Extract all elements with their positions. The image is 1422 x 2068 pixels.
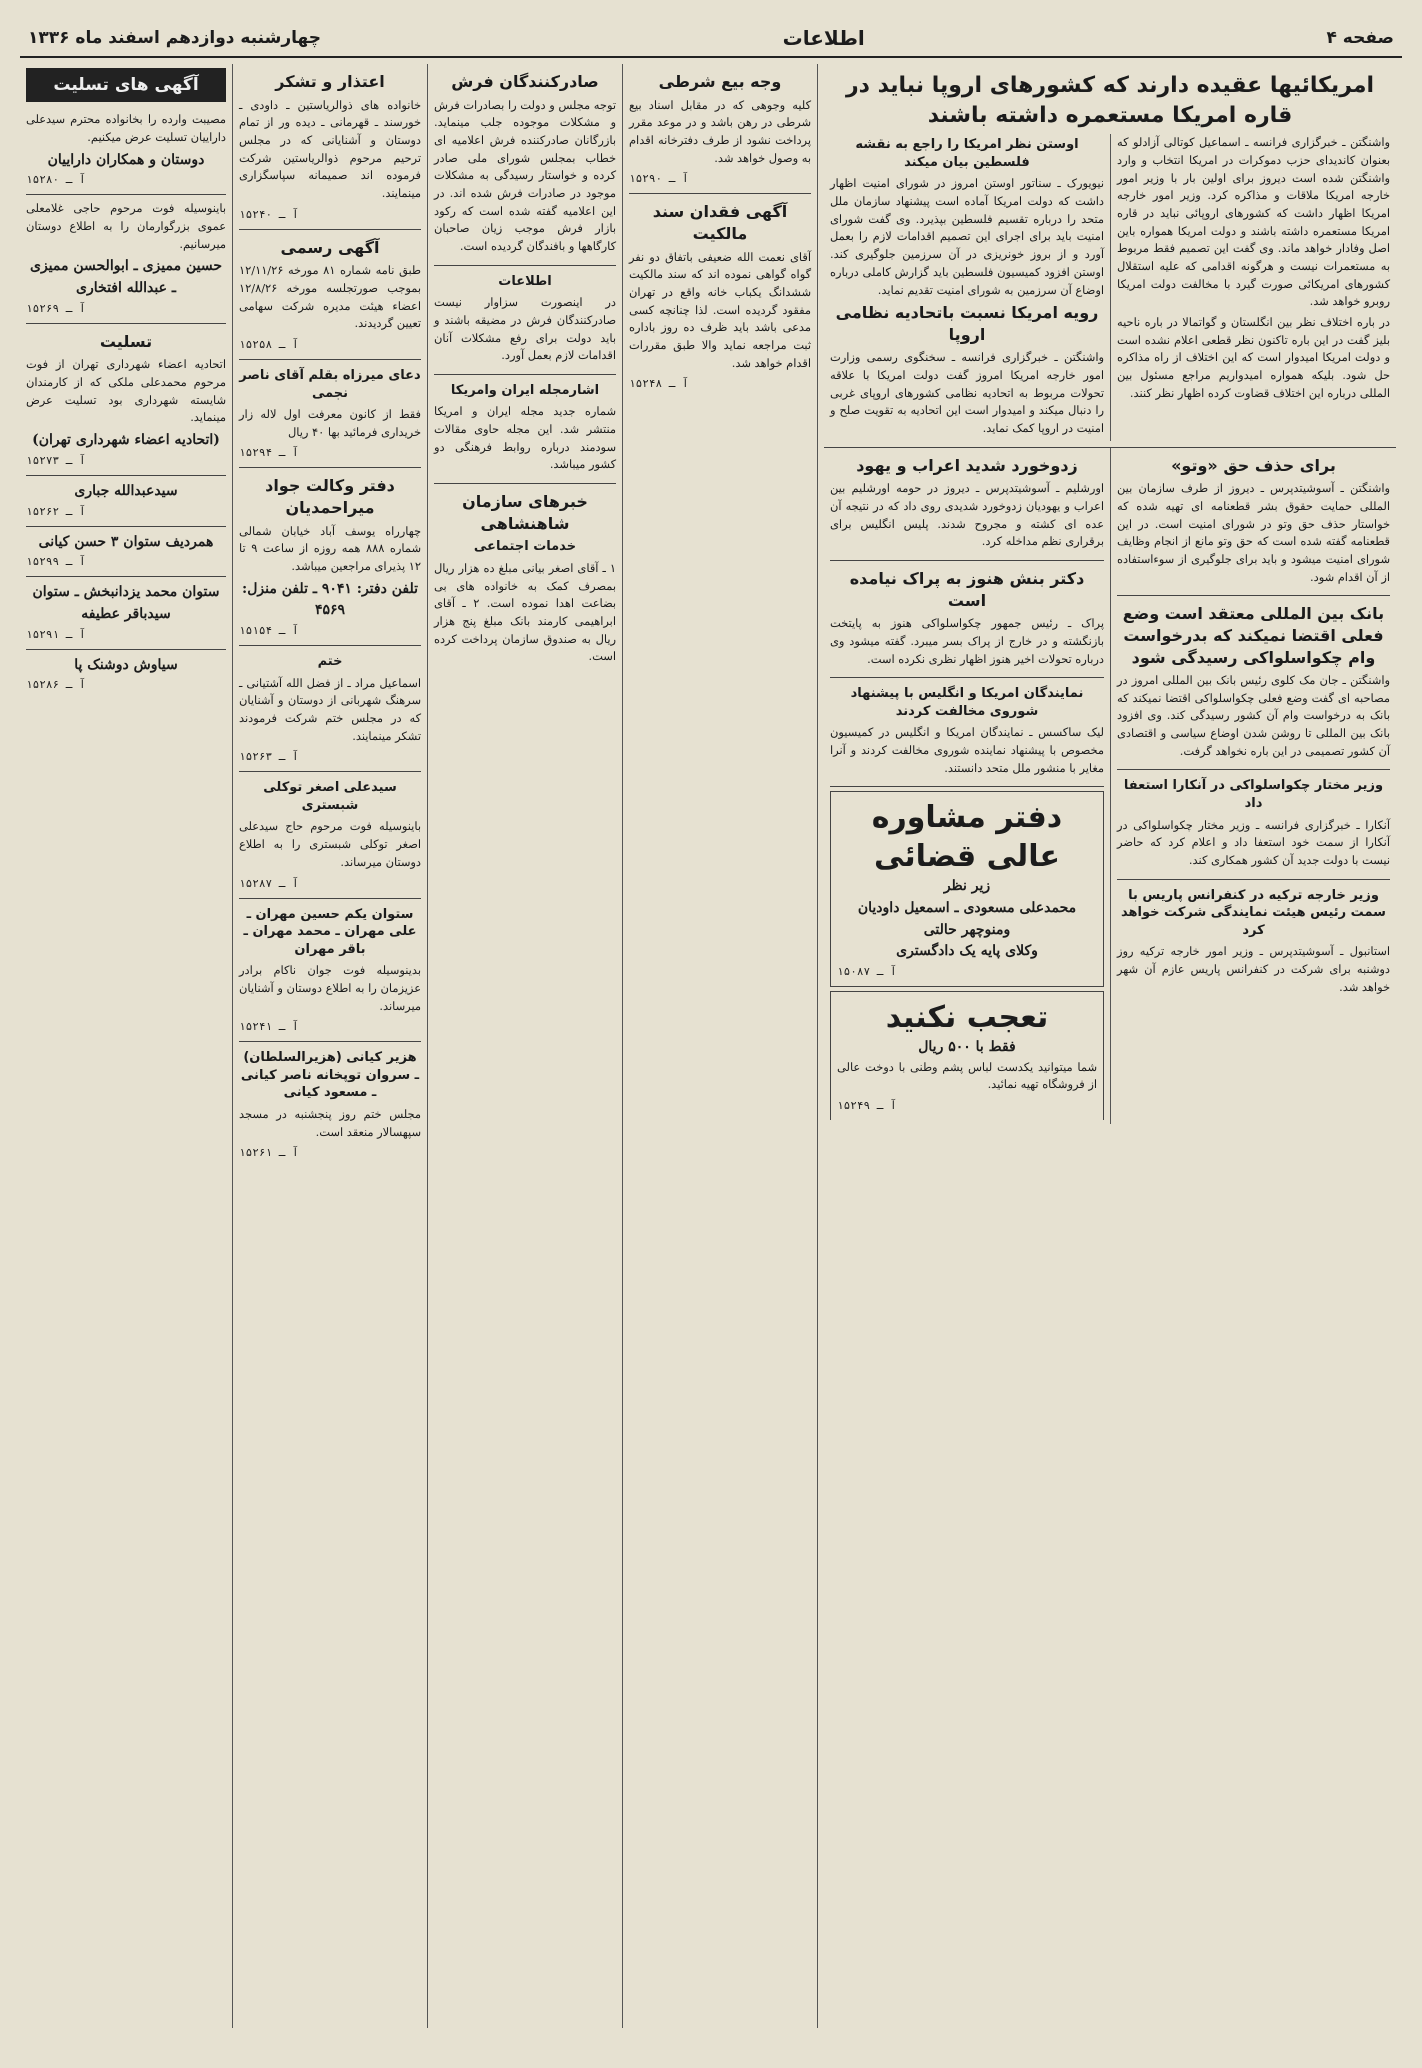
ad-title: هزیر کیانی (هزیرالسلطان) ـ سروان توپخانه ناصر کیانی ـ مسعود کیانی [240,1050,420,1101]
ad [239,360,421,468]
notice-ref: آ ـ ۱۵۲۴۸ [629,377,689,391]
ad-ref: آ ـ ۱۵۲۶۹ [26,301,86,315]
ad-title: دفتر وکالت جواد میراحمدیان [265,476,395,518]
ad-phone: تلفن دفتر: ۹۰۴۱ ـ تلفن منزل: ۴۵۶۹ [242,580,418,619]
news-item [830,561,1104,678]
news-item [830,448,1104,561]
ads-column [232,64,427,2028]
ad-ref: آ ـ ۱۵۲۸۶ [26,678,86,692]
news-body: اورشلیم ـ آسوشیتدپرس ـ دیروز در حومه اورشلیم بین اعراب و یهودیان زدوخورد شدیدی روی داد که در نتیجه آن عده ای کشته و مجروح شدند. پلیس انگلیس برای برقراری نظم مداخله کرد. [830,481,1104,549]
article [434,375,616,484]
news-headline: زدوخورد شدید اعراب و یهود [856,455,1078,475]
ad-ref: آ ـ ۱۵۲۸۷ [239,876,299,890]
ad [239,772,421,898]
ad-ref: آ ـ ۱۵۲۴۹ [837,1099,897,1113]
office-desc: وکلای پایه یک دادگستری [896,943,1038,960]
ad-body: اسماعیل مراد ـ از فضل الله آشتیانی ـ سرهنگ شهربانی از دوستان و آشنایان که در مجلس ختم شرکت فرمودند تشکر مینمایند. [239,675,421,743]
ad [239,1042,421,1167]
ad [239,646,421,772]
lead-body [824,134,1396,440]
news-item [1117,596,1390,770]
sub-paragraph: نیویورک ـ سناتور اوستن امروز در شورای امنیت اظهار داشت که دولت امریکا آماده است پیشنهاد سازمان ملل متحد را درباره تقسیم فلسطین بپذیرد. وی گفت شورای امنیت باید برای اجرای این تصمیم اقدامات لازم را بعمل آورد و از بروز خونریزی در آن سرزمین جلوگیری کند. اوستن افزود کمیسیون فلسطین باید گزارش کاملی درباره اوضاع آن سرزمین به شورای امنیت تقدیم نماید. [830,176,1104,297]
ad-ref: آ ـ ۱۵۱۵۴ [239,624,299,638]
promo-price: فقط با ۵۰۰ ریال [918,1039,1016,1056]
page-number: صفحه ۴ [1326,28,1394,48]
lead-left [824,134,1110,440]
lead-right [1110,134,1396,440]
newspaper-page [20,20,1402,2028]
news-item [1117,880,1390,1006]
tasliat-body: اتحادیه اعضاء شهرداری تهران از فوت مرحوم محمدعلی ملکی که از کارمندان شایسته شهرداری بود تسلیت عرض مینماید. [26,357,226,425]
news-body: آنکارا ـ خبرگزاری فرانسه ـ وزیر مختار چکواسلواکی در آنکارا از سمت خود استعفا داد و اعلام کرد که حاضر نیست با دولت جدید آن کشور همکاری کند. [1117,817,1390,867]
notice [629,64,811,194]
condolence-name: همردیف ستوان ۳ حسن کیانی [38,533,214,550]
masthead [20,20,1402,58]
office-sub: زیر نظر [943,878,991,895]
ad-ref: آ ـ ۱۵۲۶۳ [239,750,299,764]
ad [239,230,421,360]
news-item [830,678,1104,787]
article-subtitle: خدمات اجتماعی [473,539,577,555]
condolence-name: حسین ممیزی ـ ابوالحسن ممیزی ـ عبدالله افتخاری [30,258,222,297]
world-news-column [817,64,1402,2028]
article-body: در اینصورت سزاوار نیست صادرکنندگان فرش در مضیقه باشند و باید دولت برای رفع مشکلات آنان اقدامات لازم بعمل آورد. [434,295,616,363]
ad [239,64,421,230]
ad-title: اعتذار و تشکر [275,72,385,91]
sub-paragraph: واشنگتن ـ خبرگزاری فرانسه ـ سخنگوی رسمی وزارت امور خارجه امریکا امروز گفت دولت امریکا با علاقه تحولات مربوط به اتحادیه نظامی کشورهای اروپای غربی را دنبال میکند و امیدوار است این اتحادیه به تقویت صلح و امنیت در اروپا کمک نماید. [830,350,1104,436]
lead-paragraph: واشنگتن ـ خبرگزاری فرانسه ـ اسماعیل کوتالی آزادلو که بعنوان کاندیدای حزب دموکرات در امریکا انتخاب و وارد واشنگتن شده است دیروز برای اولین بار با وزیر امور خارجه امریکا ملاقات و مذاکره کرد. وزیر امور خارجه امریکا اظهار داشت که کشورهای اروپائی نباید در قاره امریکا مستعمره داشته باشند و دولت امریکا همواره باین اصل وفادار خواهد ماند. وی گفت این تصمیم فقط مربوط به مستعمرات نیست و هرگونه اقدامی که علیه استقلال کشورهای امریکائی صورت گیرد با مخالفت دولت امریکا روبرو خواهد شد. [1117,135,1390,309]
notice [629,194,811,398]
ad-body: چهارراه یوسف آباد خیابان شمالی شماره ۸۸۸ همه روزه از ساعت ۹ تا ۱۲ پذیرای مراجعین میباشد. [239,523,421,574]
ad [239,899,421,1043]
condolence-item [26,476,226,527]
law-office-ad [830,791,1104,987]
condolence-name: ستوان محمد یزدانبخش ـ ستوان سیدباقر عطیفه [32,584,220,623]
news-headline: بانک بین المللی معتقد است وضع فعلی اقتضا نمیکند که بدرخواست وام چکواسلواکی رسیدگی شود [1122,604,1385,667]
article [434,484,616,675]
promo-body: شما میتوانید یکدست لباس پشم وطنی با دوخت عالی از فروشگاه تهیه نمائید. [837,1059,1097,1092]
ad-title: سیدعلی اصغر توکلی شبستری [263,780,397,813]
promo-title: تعجب نکنید [885,1000,1049,1036]
news-headline: نمایندگان امریکا و انگلیس با پیشنهاد شوروی مخالفت کردند [850,686,1084,719]
article-title: اشارمجله ایران وامریکا [450,382,600,398]
news-headline: دکتر بنش هنوز به پراک نیامده است [849,569,1085,610]
ad-ref: آ ـ ۱۵۲۵۸ [239,337,299,351]
lower-news [824,448,1396,1124]
paper-name: اطلاعات [782,26,865,50]
ad-ref: آ ـ ۱۵۲۹۴ [239,446,299,460]
notice-title: آگهی فقدان سند مالکیت [652,202,788,243]
notice-title: وجه بیع شرطی [658,72,782,91]
ad-body: فقط از کانون معرفت اول لاله زار خریداری فرمائید بها ۴۰ ریال [239,407,421,439]
ad-ref: آ ـ ۱۵۰۸۷ [837,965,897,979]
tasliat-title: تسلیت [99,331,153,351]
condolence-name: سیدعبدالله جباری [74,482,178,499]
article-body: شماره جدید مجله ایران و امریکا منتشر شد. این مجله حاوی مقالات سودمند درباره روابط فرهنگی دو کشور میباشد. [434,404,616,472]
ad-ref: آ ـ ۱۵۲۴۱ [239,1020,299,1034]
lead-story [824,64,1396,448]
article [434,266,616,375]
lead-headline: امریکائیها عقیده دارند که کشورهای اروپا نباید در قاره امریکا مستعمره داشته باشند [845,73,1375,128]
news-body: واشنگتن ـ آسوشیتدپرس ـ دیروز از طرف سازمان بین المللی حمایت حقوق بشر قطعنامه ای تهیه شده که خواستار حذف حق وتو در شورای امنیت است. در این قطعنامه گفته شده است که حق وتو مانع از انجام وظایف شورای امنیت میشود و باید برای جلوگیری از سوءاستفاده از آن اقدام شود. [1117,481,1390,584]
ad-title: ختم [317,654,343,670]
article-body: ۱ ـ آقای اصغر بیانی مبلغ ده هزار ریال بمصرف کمک به خانواده های بی بضاعت اهدا نموده است. ۲ ـ آقای ابراهیمی کارمند بانک مبلغ پنج هزار ریال به صندوق سازمان پرداخت کرده است. [434,560,617,664]
condolence-item [26,106,226,195]
condolence-body: باینوسیله فوت مرحوم حاجی غلامعلی عموی بزرگوارمان را به اطلاع دوستان میرسانیم. [26,201,226,251]
article-title: خبرهای سازمان شاهنشاهی [462,492,588,533]
news-body: استانبول ـ آسوشیتدپرس ـ وزیر امور خارجه ترکیه روز دوشنبه برای شرکت در کنفرانس پاریس عازم آن شهر خواهد شد. [1117,944,1390,994]
article-body: توجه مجلس و دولت را بصادرات فرش و مشکلات موجوده جلب مینماید. بازرگانان صادرکننده فرش اعلامیه ای خطاب بمجلس شورای ملی صادر کرده و خواستار رسیدگی به مشکلات موجود در صادرات فرش شده اند. در این اعلامیه گفته شده است که رکود بازار فرش موجب زیان صاحبان کارگاهها و بافندگان گردیده است. [434,97,616,253]
ad-title: دعای میرزاه بقلم آقای ناصر نجمی [239,368,421,401]
news-item [1117,770,1390,879]
lead-paragraph: در باره اختلاف نظر بین انگلستان و گواتمالا در باره ناحیه بلیز گفت در این باره تاکنون نظر قطعی اعلام نشده است و دولت امریکا امیدوار است که این اختلاف از راه مذاکره حل شود. بلیکه همواره امیدواریم مراجع مسئول بین المللی درباره این اختلاف قضاوت کرده اظهار نظر کنند. [1117,315,1390,400]
ad-title: ستوان یکم حسین مهران ـ علی مهران ـ محمد مهران ـ باقر مهران [243,906,417,957]
tasliat [26,324,226,476]
ad-body: طبق نامه شماره ۸۱ مورخه ۱۲/۱۱/۲۶ بموجب صورتجلسه مورخه ۱۲/۸/۲۶ اعضاء هیئت مدیره شرکت سهامی تعیین گردیدند. [239,263,421,331]
news-item [1117,448,1390,597]
condolence-item [26,527,226,578]
ad-ref: آ ـ ۱۵۲۷۳ [26,453,86,467]
notices-column [622,64,817,2028]
ad-ref: آ ـ ۱۵۲۹۱ [26,627,86,641]
ad-ref: آ ـ ۱۵۲۶۲ [26,504,86,518]
domestic-column [427,64,622,2028]
sub-headline: رویه امریکا نسبت باتحادیه نظامی اروپا [835,303,1099,344]
condolence-name: سیاوش دوشنک پا [74,656,178,673]
condolence-item [26,195,226,323]
news-body: واشنگتن ـ جان مک کلوی رئیس بانک بین المللی امروز در مصاحبه ای گفت وضع فعلی چکواسلواکی اقتضا نمیکند که بانک به درخواست وام آن کشور رسیدگی کند. وی افزود بانک بین المللی تا روشن شدن اوضاع سیاسی و اقتصادی آن کشور تصمیمی در این باره نخواهد گرفت. [1117,673,1390,758]
condolence-body: مصیبت وارده را بخانواده محترم سیدعلی داراییان تسلیت عرض میکنیم. [26,112,226,145]
notice-ref: آ ـ ۱۵۲۹۰ [629,172,689,186]
news-body: پراک ـ رئیس جمهور چکواسلواکی هنوز به پایتخت بازنگشته و در خارج از پراک بسر میبرد. گفته میشود وی درباره تحولات اخیر هنوز اظهار نظری نکرده است. [830,616,1104,666]
lower-right [1110,448,1396,1124]
condolence-name: دوستان و همکاران داراییان [47,151,205,168]
tasliat-name: (اتحادیه اعضاء شهرداری تهران) [32,432,220,449]
news-body: لیک ساکسس ـ نمایندگان امریکا و انگلیس در کمیسیون مخصوص با پیشنهاد نماینده شوروی مخالفت کردند و آنرا مغایر با منشور ملل متحد دانستند. [830,725,1104,775]
news-headline: وزیر خارجه ترکیه در کنفرانس پاریس با سمت رئیس هیئت نمایندگی شرکت خواهد کرد [1121,887,1386,938]
news-headline: وزیر مختار چکواسلواکی در آنکارا استعفا داد [1123,778,1384,812]
ad-ref: آ ـ ۱۵۲۹۹ [26,555,86,569]
notice-body: کلیه وجوهی که در مقابل اسناد بیع شرطی در رهن باشد و در موعد مقرر پرداخت نشود از طرف دفترخانه اقدام به وصول خواهد شد. [629,97,811,165]
ad-body: بدینوسیله فوت جوان ناکام برادر عزیزمان را به اطلاع دوستان و آشنایان میرساند. [239,963,421,1013]
notice-body: آقای نعمت الله ضعیفی باتفاق دو نفر گواه گواهی نموده اند که سند مالکیت ششدانگ یکباب خانه واقع در تهران مفقود گردیده است. لذا چنانچه کسی مدعی باشد باید ظرف ده روز باداره ثبت مراجعه نماید والا طبق مقررات اقدام خواهد شد. [629,249,811,370]
ad-body: خانواده های ذوالریاستین ـ داودی ـ خورسند ـ قهرمانی ـ دیده ور از تمام دوستان و آشنایانی که در مجلس ترحیم مرحوم ذوالریاستین شرکت فرموده اند صمیمانه سپاسگزاری مینمایند. [239,97,421,200]
ad-body: باینوسیله فوت مرحوم حاج سیدعلی اصغر توکلی شبستری را به اطلاع دوستان میرساند. [239,819,421,869]
issue-date: چهارشنبه دوازدهم اسفند ماه ۱۳۳۶ [28,28,321,48]
ad-title: آگهی رسمی [280,237,380,257]
article-title: صادرکنندگان فرش [451,72,599,91]
ad-ref: آ ـ ۱۵۲۴۰ [239,207,299,221]
promo-ad [830,991,1104,1120]
ad-body: مجلس ختم روز پنجشنبه در مسجد سپهسالار منعقد است. [239,1106,421,1139]
condolence-column [20,64,232,2028]
article [434,64,616,266]
news-headline: برای حذف حق «وتو» [1171,455,1336,475]
lower-left [824,448,1110,1124]
ad [239,468,421,646]
condolence-banner: آگهی های تسلیت [26,68,226,102]
condolence-item [26,650,226,700]
ad-ref: آ ـ ۱۵۲۶۱ [239,1146,299,1160]
condolence-item [26,577,226,649]
sub-headline: اوستن نظر امریکا را راجع به نقشه فلسطین بیان میکند [855,137,1079,170]
office-title: دفتر مشاوره عالی قضائی [871,800,1063,875]
article-title: اطلاعات [498,273,552,289]
ad-ref: آ ـ ۱۵۲۸۰ [26,173,86,187]
office-names: محمدعلی مسعودی ـ اسمعیل داودیان [857,900,1077,916]
columns-grid [20,64,1402,2028]
office-name3: ومنوچهر حالتی [923,921,1011,938]
